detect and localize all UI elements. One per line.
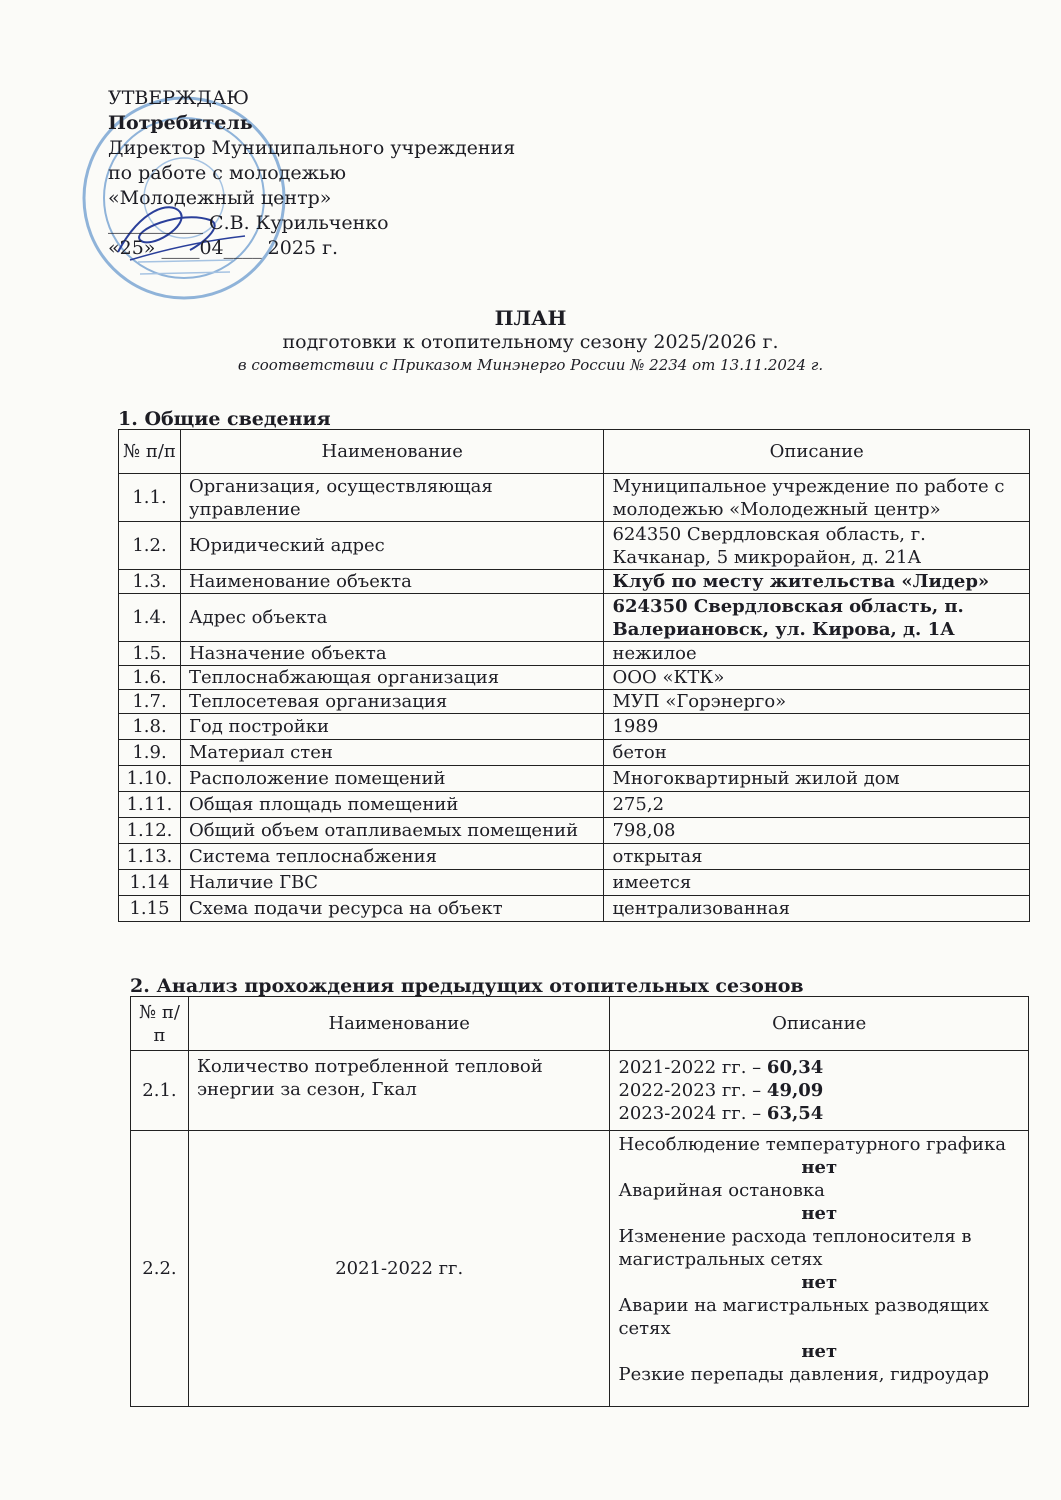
table-header-row [119, 430, 1030, 474]
header-num: № п/п [131, 997, 189, 1051]
incident-value: нет [801, 1203, 838, 1224]
row-desc: МУП «Горэнерго» [604, 690, 1030, 714]
incident-label: Резкие перепады давления, гидроудар [618, 1364, 989, 1385]
row-name: Наименование объекта [180, 570, 604, 594]
row-num: 1.11. [119, 792, 181, 818]
table-row [119, 642, 1030, 666]
incident-label: Изменение расхода теплоносителя в магистральных сетях [618, 1226, 972, 1270]
row-desc: нежилое [604, 642, 1030, 666]
row-num: 1.13. [119, 844, 181, 870]
season-line [618, 1079, 1020, 1102]
approval-line-2: Потребитель [108, 112, 253, 134]
incident-value: нет [801, 1157, 838, 1178]
approval-block [108, 86, 515, 261]
row-desc: открытая [604, 844, 1030, 870]
row-desc: централизованная [604, 896, 1030, 922]
incident-value: нет [801, 1272, 838, 1293]
row-desc: 624350 Свердловская область, г. Качканар, 5 микрорайон, д. 21А [604, 522, 1030, 570]
row-name: Количество потребленной тепловой энергии за сезон, Гкал [188, 1051, 609, 1131]
header-name: Наименование [180, 430, 604, 474]
season-label: 2023-2024 гг. – [618, 1103, 762, 1124]
table-header-row [131, 997, 1029, 1051]
row-num: 1.7. [119, 690, 181, 714]
table-row [119, 740, 1030, 766]
row-num: 1.10. [119, 766, 181, 792]
header-num: № п/п [119, 430, 181, 474]
row-name: Система теплоснабжения [180, 844, 604, 870]
header-desc: Описание [610, 997, 1029, 1051]
row-num: 1.14 [119, 870, 181, 896]
incident-label: Аварийная остановка [618, 1180, 825, 1201]
incident-value: нет [801, 1341, 838, 1362]
table-row [119, 792, 1030, 818]
row-desc: ООО «КТК» [604, 666, 1030, 690]
row-desc: Многоквартирный жилой дом [604, 766, 1030, 792]
row-name: Назначение объекта [180, 642, 604, 666]
section-1-heading: 1. Общие сведения [118, 408, 331, 430]
row-name: Теплоснабжающая организация [180, 666, 604, 690]
general-info-table [118, 429, 1030, 922]
row-desc: 1989 [604, 714, 1030, 740]
page-subtitle: подготовки к отопительному сезону 2025/2026 г. [282, 331, 779, 353]
row-name: Адрес объекта [180, 594, 604, 642]
table-row [119, 896, 1030, 922]
season-line [618, 1056, 1020, 1079]
row-name: Общая площадь помещений [180, 792, 604, 818]
row-name: Наличие ГВС [180, 870, 604, 896]
heating-analysis-table [130, 996, 1029, 1407]
table-row [119, 570, 1030, 594]
row-name: Материал стен [180, 740, 604, 766]
season-line [618, 1102, 1020, 1125]
section-2-heading: 2. Анализ прохождения предыдущих отопительных сезонов [130, 975, 804, 997]
row-name: Расположение помещений [180, 766, 604, 792]
row-name: Юридический адрес [180, 522, 604, 570]
table-row [119, 818, 1030, 844]
table-row [119, 690, 1030, 714]
row-num: 1.3. [119, 570, 181, 594]
approval-line-1: УТВЕРЖДАЮ [108, 87, 249, 109]
row-num: 1.5. [119, 642, 181, 666]
approval-line-4: по работе с молодежью [108, 162, 347, 184]
row-desc: имеется [604, 870, 1030, 896]
row-num: 1.15 [119, 896, 181, 922]
table-row [131, 1131, 1029, 1407]
row-num: 1.4. [119, 594, 181, 642]
table-row [131, 1051, 1029, 1131]
row-desc [610, 1131, 1029, 1407]
page-title: ПЛАН [494, 306, 567, 330]
table-row [119, 714, 1030, 740]
approval-line-7: «25» ____04____ 2025 г. [108, 237, 339, 259]
approval-line-6: __________ С.В. Курильченко [108, 212, 389, 234]
season-label: 2022-2023 гг. – [618, 1080, 762, 1101]
table-row [119, 870, 1030, 896]
season-value: 60,34 [766, 1057, 824, 1078]
table-row [119, 666, 1030, 690]
row-name: Общий объем отапливаемых помещений [180, 818, 604, 844]
season-value: 49,09 [766, 1080, 824, 1101]
row-desc: 275,2 [604, 792, 1030, 818]
table-row [119, 594, 1030, 642]
row-num: 1.8. [119, 714, 181, 740]
header-desc: Описание [604, 430, 1030, 474]
row-num: 1.9. [119, 740, 181, 766]
header-name: Наименование [188, 997, 609, 1051]
row-name: Схема подачи ресурса на объект [180, 896, 604, 922]
row-num: 1.2. [119, 522, 181, 570]
season-value: 63,54 [766, 1103, 824, 1124]
row-name: 2021-2022 гг. [188, 1131, 609, 1407]
row-desc: Муниципальное учреждение по работе с молодежью «Молодежный центр» [604, 474, 1030, 522]
legal-basis: в соответствии с Приказом Минэнерго России № 2234 от 13.11.2024 г. [237, 356, 824, 374]
incident-label: Аварии на магистральных разводящих сетях [618, 1295, 989, 1339]
row-desc [610, 1051, 1029, 1131]
approval-line-3: Директор Муниципального учреждения [108, 137, 516, 159]
row-desc: бетон [604, 740, 1030, 766]
row-num: 2.2. [131, 1131, 189, 1407]
row-name: Год постройки [180, 714, 604, 740]
row-desc: Клуб по месту жительства «Лидер» [604, 570, 1030, 594]
table-row [119, 766, 1030, 792]
season-label: 2021-2022 гг. – [618, 1057, 762, 1078]
row-desc: 624350 Свердловская область, п. Валериановск, ул. Кирова, д. 1А [604, 594, 1030, 642]
table-row [119, 474, 1030, 522]
row-num: 1.1. [119, 474, 181, 522]
row-name: Теплосетевая организация [180, 690, 604, 714]
table-row [119, 522, 1030, 570]
row-name: Организация, осуществляющая управление [180, 474, 604, 522]
row-num: 1.12. [119, 818, 181, 844]
row-desc: 798,08 [604, 818, 1030, 844]
table-row [119, 844, 1030, 870]
incident-label: Несоблюдение температурного графика [618, 1134, 1006, 1155]
row-num: 2.1. [131, 1051, 189, 1131]
approval-line-5: «Молодежный центр» [108, 187, 332, 209]
row-num: 1.6. [119, 666, 181, 690]
